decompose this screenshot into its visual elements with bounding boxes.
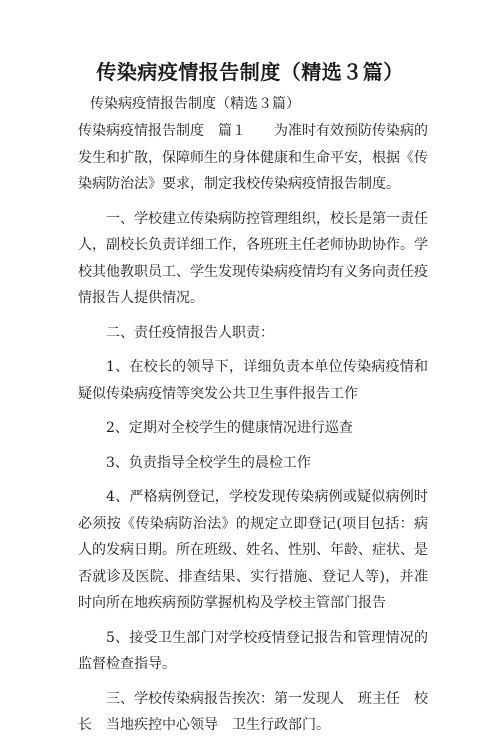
body-paragraph: 三、学校传染病报告挨次：第一发现人 班主任 校长 当地疾控中心领导 卫生行政部门。	[78, 690, 428, 733]
body-paragraph: 4、严格病例登记，学校发现传染病例或疑似病例时必须按《传染病防治法》的规定立即登记(项目包括：病人的发病日期。所在班级、姓名、性别、年龄、症状、是否就诊及医院、排查结果、实行措施、登记人等)，并准时向所在地疾病预防掌握机构及学校主管部门报告	[78, 489, 428, 611]
document-title: 传染病疫情报告制度（精选３篇）	[96, 60, 404, 84]
body-paragraph: 2、定期对全校学生的健康情况进行巡查	[106, 420, 353, 436]
body-paragraph: 传染病疫情报告制度 篇１ 为准时有效预防传染病的发生和扩散，保障师生的身体健康和生命平安，根据《传染病防治法》要求，制定我校传染病疫情报告制度。	[78, 123, 428, 192]
body-paragraph: 5、接受卫生部门对学校疫情登记报告和管理情况的监督检查指导。	[78, 629, 428, 672]
document-body	[78, 118, 428, 747]
body-paragraph: 1、在校长的领导下，详细负责本单位传染病疫情和疑似传染病疫情等突发公共卫生事件报告工作	[78, 359, 428, 402]
body-paragraph: 二、责任疫情报告人职责：	[106, 324, 274, 341]
document-subtitle: 传染病疫情报告制度（精选３篇）	[90, 96, 300, 112]
body-paragraph: 一、学校建立传染病防控管理组织，校长是第一责任人，副校长负责详细工作，各班班主任老师协助协作。学校其他教职员工、学生发现传染病疫情均有义务向责任疫情报告人提供情况。	[78, 210, 428, 306]
body-paragraph: 3、负责指导全校学生的晨检工作	[106, 454, 311, 471]
